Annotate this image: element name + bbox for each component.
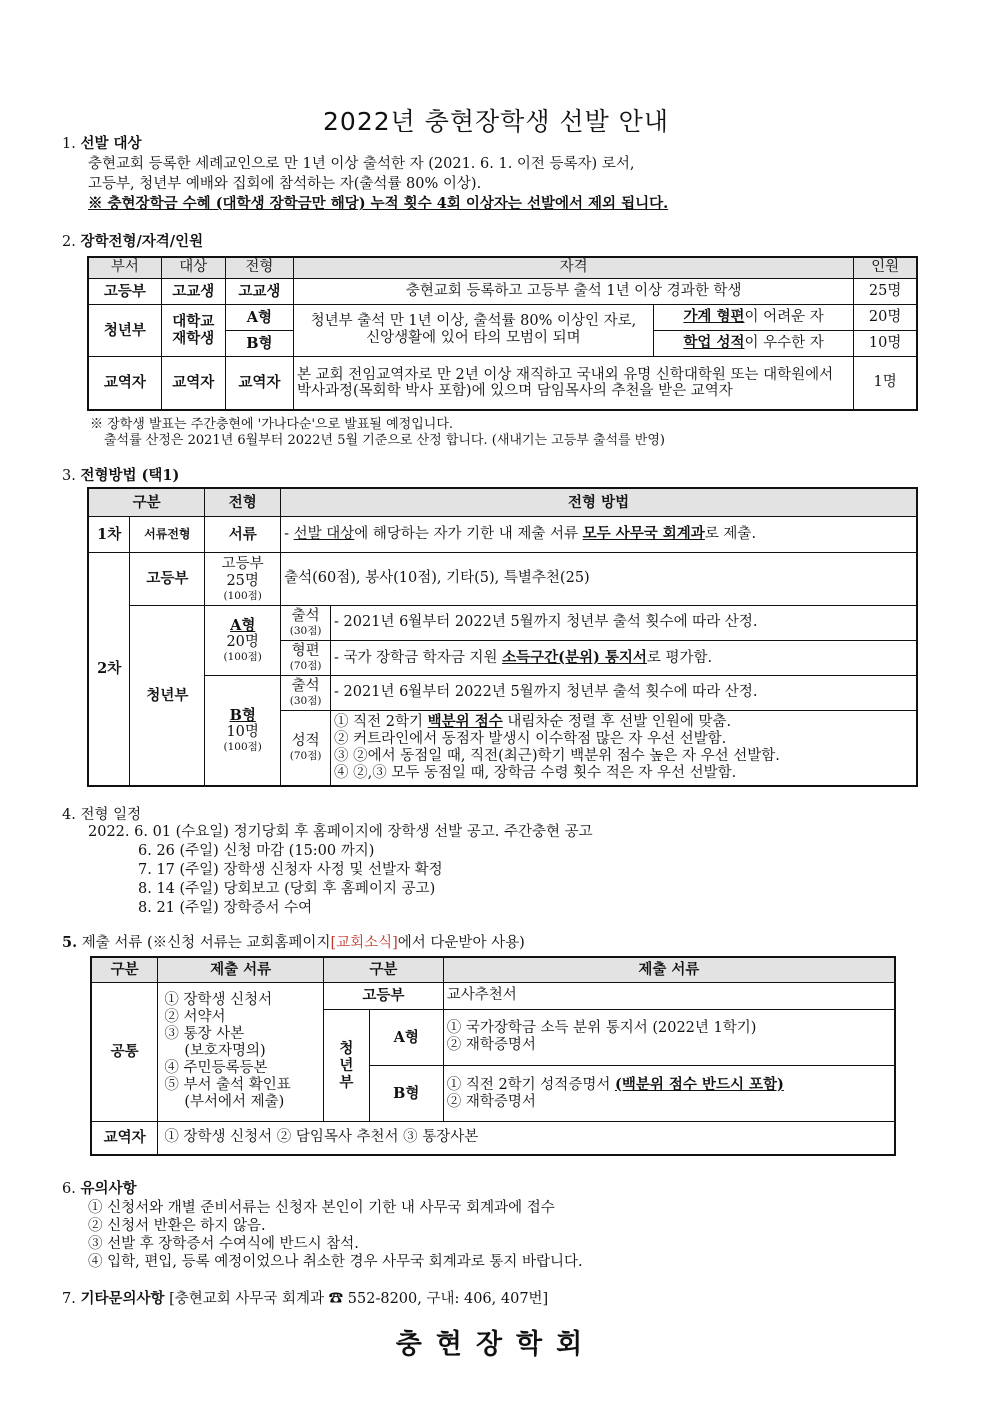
doc-item: ② 서약서 xyxy=(164,1009,226,1025)
doc-item: ④ 주민등록등본 xyxy=(164,1060,268,1076)
category-cell: A형 xyxy=(369,1009,443,1065)
method-line: ② 커트라인에서 동점자 발생시 이수학점 많은 자 우선 선발함. xyxy=(334,731,727,748)
criterion-cell xyxy=(281,710,331,786)
method-cell xyxy=(331,710,917,786)
s1-line1: 충현교회 등록한 세례교인으로 만 1년 이상 출석한 자 (2021. 6. 1. 이전 등록자) 로서, xyxy=(88,156,635,172)
type-cell: A형 xyxy=(225,304,293,330)
docs-cell: ① 장학생 신청서 ② 담임목사 추천서 ③ 통장사본 xyxy=(158,1121,895,1155)
col-header: 자격 xyxy=(293,257,853,278)
homepage-board-link: [교회소식] xyxy=(330,935,398,951)
docs-cell: 교사추천서 xyxy=(443,982,895,1009)
count-cell: 1명 xyxy=(854,356,917,410)
section-title: 에서 다운받아 사용) xyxy=(397,935,525,951)
method-cell: 출석(60점), 봉사(10점), 기타(5), 특별추천(25) xyxy=(281,552,917,605)
col-header: 구분 xyxy=(323,957,443,982)
doc-item: (부서에서 제출) xyxy=(184,1094,285,1110)
s1-line3: ※ 충현장학금 수혜 (대학생 장학금만 해당) 누적 횟수 4회 이상자는 선발에서 제외 됩니다. xyxy=(88,195,669,212)
dept-cell: 고등부 xyxy=(130,552,205,605)
method-text: 내림차순 정렬 후 선발 인원에 맞춤. xyxy=(502,714,732,731)
scholarship-type-table xyxy=(87,256,918,411)
type-count: 25명 xyxy=(226,572,259,589)
qual-cell: 청년부 출석 만 1년 이상, 출석률 80% 이상인 자로, 신앙생활에 있어 타의 모범이 되며 xyxy=(293,304,653,356)
docs-cell xyxy=(443,1065,895,1121)
selection-method-table xyxy=(87,487,918,787)
s2-note2: 출석률 산정은 2021년 6월부터 2022년 5월 기준으로 산정 합니다. (새내기는 고등부 출석를 반영) xyxy=(104,433,665,448)
section-title: 기타문의사항 xyxy=(80,1290,165,1307)
method-text: 로 제출. xyxy=(704,526,757,542)
col-header: 전형 xyxy=(205,488,281,516)
section-number: 6. xyxy=(62,1181,76,1197)
organization-name: 충현장학회 xyxy=(395,1329,597,1360)
docs-cell xyxy=(158,982,324,1121)
notice-item: ① 신청서와 개별 준비서류는 신청자 본인이 기한 내 사무국 회계과에 접수 xyxy=(88,1200,555,1216)
required-documents-table xyxy=(90,956,896,1156)
method-line: ③ ②에서 동점일 때, 직전(최근)학기 백분위 점수 높은 자 우선 선발함. xyxy=(334,748,780,765)
type-label: B형 xyxy=(229,707,256,725)
count-cell: 25명 xyxy=(854,278,917,304)
schedule-item: 6. 26 (주일) 신청 마감 (15:00 까지) xyxy=(138,843,375,859)
doc-item: ① 국가장학금 소득 분위 통지서 (2022년 1학기) xyxy=(446,1020,757,1036)
method-cell xyxy=(281,516,917,552)
method-emphasis: 소득구간(분위) 통지서 xyxy=(502,648,647,666)
type-cell: 교역자 xyxy=(225,356,293,410)
criterion-label: 출석 xyxy=(291,608,320,624)
method-cell: - 2021년 6월부터 2022년 5월까지 청년부 출석 횟수에 따라 산정. xyxy=(331,605,917,640)
col-header: 전형 방법 xyxy=(281,488,917,516)
section-title: 유의사항 xyxy=(80,1180,137,1197)
qual-cell xyxy=(653,330,853,356)
type-cell xyxy=(205,552,281,605)
section-3-heading xyxy=(62,467,179,485)
criterion-label: 출석 xyxy=(291,678,320,694)
section-6-heading xyxy=(62,1180,136,1198)
target-cell: 고교생 xyxy=(161,278,225,304)
type-cell: B형 xyxy=(225,330,293,356)
criterion-cell xyxy=(281,675,331,710)
document-title: 2022년 충현장학생 선발 안내 xyxy=(323,107,669,136)
vertical-char: 청 xyxy=(339,1039,354,1057)
method-emphasis: 모두 사무국 회계과 xyxy=(582,525,705,542)
target-cell: 대학교 재학생 xyxy=(161,304,225,356)
doc-item: ③ 통장 사본 xyxy=(164,1026,245,1042)
type-label: A형 xyxy=(230,617,256,634)
section-number: 3. xyxy=(62,468,76,484)
section-number: 1. xyxy=(62,136,76,152)
method-line: ④ ②,③ 모두 동점일 때, 장학금 수령 횟수 적은 자 우선 선발함. xyxy=(334,765,737,782)
method-text: ① 직전 2학기 xyxy=(334,714,428,731)
section-7-heading xyxy=(62,1290,548,1308)
col-header: 구분 xyxy=(88,488,205,516)
qual-text: 이 어려운 자 xyxy=(744,309,824,325)
section-5-heading xyxy=(62,934,525,952)
col-header: 대상 xyxy=(161,257,225,278)
qual-text: 이 우수한 자 xyxy=(744,335,824,351)
method-text: - 국가 장학금 학자금 지원 xyxy=(334,649,503,666)
notice-item: ③ 선발 후 장학증서 수여식에 반드시 참석. xyxy=(88,1236,359,1252)
method-text: 에 해당하는 자가 기한 내 제출 서류 xyxy=(354,526,583,542)
criterion-points: (70점) xyxy=(289,660,322,672)
dept-cell: 청년부 xyxy=(88,304,161,356)
method-emphasis: 백분위 점수 xyxy=(427,713,503,731)
doc-text: ① 직전 2학기 성적증명서 xyxy=(446,1076,615,1093)
col-header: 전형 xyxy=(225,257,293,278)
contact-text: [충현교회 사무국 회계과 xyxy=(169,1291,329,1307)
doc-item: ① 장학생 신청서 xyxy=(164,992,273,1008)
category-cell: 고등부 xyxy=(323,982,443,1009)
schedule-item: 8. 14 (주일) 당회보고 (당회 후 홈페이지 공고) xyxy=(138,881,436,897)
schedule-item: 2022. 6. 01 (수요일) 정기당회 후 홈페이지에 장학생 선발 공고. 주간충현 공고 xyxy=(88,824,593,840)
criterion-label: 성적 xyxy=(291,733,320,750)
vertical-char: 년 xyxy=(339,1056,354,1074)
section-number: 2. xyxy=(62,234,76,250)
type-count: 20명 xyxy=(226,634,259,650)
vertical-char: 부 xyxy=(339,1073,354,1091)
contact-text: 552-8200, 구내: 406, 407번] xyxy=(343,1291,549,1307)
type-points: (100점) xyxy=(223,651,262,663)
col-header: 제출 서류 xyxy=(443,957,895,982)
s2-note1: ※ 장학생 발표는 주간충현에 '가나다순'으로 발표될 예정입니다. xyxy=(90,417,454,432)
qual-emphasis: 학업 성적 xyxy=(683,334,745,351)
criterion-cell xyxy=(281,605,331,640)
section-2-heading xyxy=(62,233,203,251)
phone-icon: ☎ xyxy=(328,1291,344,1307)
section-number: 7. xyxy=(62,1291,76,1307)
qual-cell: 충현교회 등록하고 고등부 출석 1년 이상 경과한 학생 xyxy=(293,278,853,304)
criterion-label: 형편 xyxy=(291,643,320,659)
schedule-item: 7. 17 (주일) 장학생 신청자 사정 및 선발자 확정 xyxy=(138,862,443,878)
type-points: (100점) xyxy=(223,589,262,602)
dept-cell: 고등부 xyxy=(88,278,161,304)
dept-cell: 청년부 xyxy=(130,605,205,786)
col-header: 인원 xyxy=(854,257,917,278)
type-cell xyxy=(205,675,281,786)
section-title: 장학전형/자격/인원 xyxy=(80,233,204,250)
section-title: 선발 대상 xyxy=(80,135,142,152)
method-cell: - 2021년 6월부터 2022년 5월까지 청년부 출석 횟수에 따라 산정. xyxy=(331,675,917,710)
col-header: 부서 xyxy=(88,257,161,278)
qual-cell xyxy=(653,304,853,330)
type-count: 10명 xyxy=(226,724,259,741)
round-cell: 1차 xyxy=(88,516,130,552)
round-sub-cell: 서류전형 xyxy=(130,516,205,552)
notice-item: ② 신청서 반환은 하지 않음. xyxy=(88,1218,266,1234)
docs-cell xyxy=(443,1009,895,1065)
target-cell: 교역자 xyxy=(161,356,225,410)
s1-line2: 고등부, 청년부 예배와 집회에 참석하는 자(출석률 80% 이상). xyxy=(88,176,482,192)
section-number: 5. xyxy=(62,934,78,951)
section-1-heading xyxy=(62,135,142,153)
round-cell: 2차 xyxy=(88,552,130,786)
doc-item: ② 재학증명서 xyxy=(446,1093,536,1110)
criterion-cell xyxy=(281,640,331,675)
method-text: 로 평가함. xyxy=(646,649,713,666)
criterion-points: (30점) xyxy=(289,695,322,707)
dept-cell: 교역자 xyxy=(88,356,161,410)
type-label: 고등부 xyxy=(221,555,264,572)
qual-emphasis: 가계 형편 xyxy=(683,308,745,325)
doc-item: ⑤ 부서 출석 확인표 xyxy=(164,1077,291,1093)
method-line xyxy=(334,713,913,731)
type-points: (100점) xyxy=(223,741,262,754)
qual-cell: 본 교회 전임교역자로 만 2년 이상 재직하고 국내외 유명 신학대학원 또는 대학원에서 박사과정(목회학 박사 포함)에 있으며 담임목사의 추천을 받은 교역자 xyxy=(293,356,853,410)
section-title: 전형방법 (택1) xyxy=(80,467,180,484)
method-text: - xyxy=(284,526,294,542)
category-cell-vertical xyxy=(323,1009,369,1121)
doc-item: ② 재학증명서 xyxy=(446,1037,536,1053)
type-cell xyxy=(205,605,281,675)
criterion-points: (70점) xyxy=(289,750,322,763)
method-underline: 선발 대상 xyxy=(293,526,355,542)
doc-item xyxy=(447,1076,891,1094)
count-cell: 10명 xyxy=(854,330,917,356)
section-title: 제출 서류 (※신청 서류는 교회홈페이지 xyxy=(81,935,331,951)
schedule-item: 8. 21 (주일) 장학증서 수여 xyxy=(138,900,313,916)
doc-emphasis: (백분위 점수 반드시 포함) xyxy=(614,1075,784,1093)
category-cell: 공통 xyxy=(91,982,158,1121)
notice-item: ④ 입학, 편입, 등록 예정이었으나 취소한 경우 사무국 회계과로 통지 바랍니다. xyxy=(88,1254,583,1270)
category-cell: 교역자 xyxy=(91,1121,158,1155)
category-cell: B형 xyxy=(369,1065,443,1121)
section-4-heading: 4. 전형 일정 xyxy=(62,807,142,823)
count-cell: 20명 xyxy=(854,304,917,330)
method-cell xyxy=(331,640,917,675)
doc-item: (보호자명의) xyxy=(184,1043,266,1059)
col-header: 제출 서류 xyxy=(158,957,324,982)
col-header: 구분 xyxy=(91,957,158,982)
type-cell: 서류 xyxy=(205,516,281,552)
type-cell: 고교생 xyxy=(225,278,293,304)
criterion-points: (30점) xyxy=(289,625,322,637)
